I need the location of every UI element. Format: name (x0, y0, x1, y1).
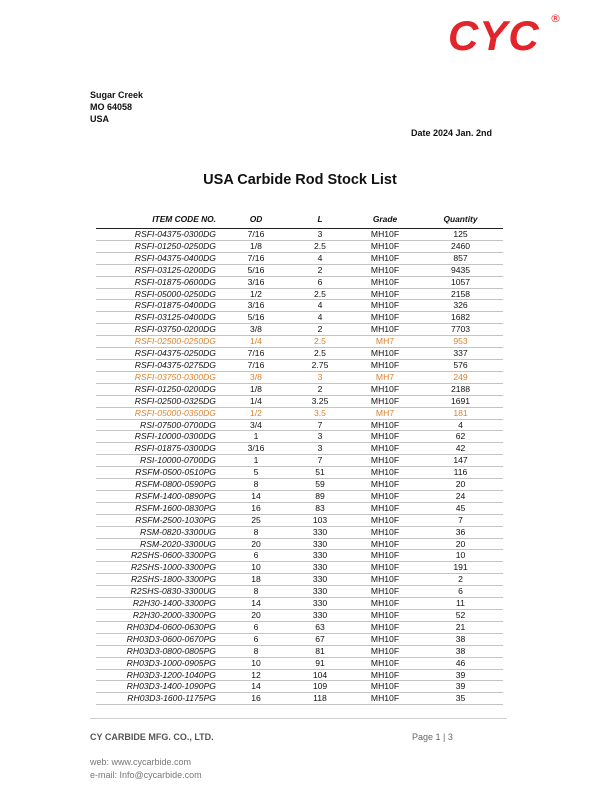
address-line-2: MO 64058 (90, 102, 133, 112)
od-cell: 16 (224, 693, 288, 705)
grade-cell: MH10F (352, 383, 418, 395)
stock-table-body (96, 229, 503, 705)
length-cell: 51 (288, 467, 352, 479)
grade-cell: MH10F (352, 586, 418, 598)
grade-cell: MH10F (352, 610, 418, 622)
item-code-cell: RSFI-01250-0250DG (96, 240, 224, 252)
length-cell: 2.75 (288, 359, 352, 371)
length-cell: 4 (288, 252, 352, 264)
grade-cell: MH10F (352, 550, 418, 562)
table-row (96, 324, 503, 336)
grade-cell: MH10F (352, 229, 418, 241)
od-cell: 7/16 (224, 252, 288, 264)
stock-table (96, 210, 503, 705)
item-code-cell: RH03D3-1600-1175PG (96, 693, 224, 705)
length-cell: 118 (288, 693, 352, 705)
footer-company: CY CARBIDE MFG. CO., LTD. (90, 732, 214, 742)
grade-cell: MH10F (352, 657, 418, 669)
length-cell: 63 (288, 621, 352, 633)
table-row (96, 479, 503, 491)
od-cell: 14 (224, 598, 288, 610)
item-code-cell: RH03D3-1400-1090PG (96, 681, 224, 693)
item-code-cell: RSM-0820-3300UG (96, 526, 224, 538)
quantity-cell: 2188 (418, 383, 503, 395)
grade-cell: MH10F (352, 490, 418, 502)
item-code-cell: RSFI-02500-0325DG (96, 395, 224, 407)
grade-cell: MH10F (352, 502, 418, 514)
od-cell: 10 (224, 657, 288, 669)
od-cell: 5/16 (224, 264, 288, 276)
length-cell: 330 (288, 562, 352, 574)
grade-cell: MH10F (352, 574, 418, 586)
item-code-cell: RSFI-04375-0275DG (96, 359, 224, 371)
item-code-cell: RSFM-1400-0890PG (96, 490, 224, 502)
item-code-cell: RH03D3-1000-0905PG (96, 657, 224, 669)
grade-cell: MH10F (352, 288, 418, 300)
grade-cell: MH10F (352, 455, 418, 467)
item-code-cell: RSFI-01250-0200DG (96, 383, 224, 395)
quantity-cell: 7 (418, 514, 503, 526)
quantity-cell: 2 (418, 574, 503, 586)
item-code-cell: RSI-07500-0700DG (96, 419, 224, 431)
header-quantity: Quantity (443, 213, 478, 224)
length-cell: 2.5 (288, 336, 352, 348)
item-code-cell: RSFI-01875-0400DG (96, 300, 224, 312)
length-cell: 330 (288, 598, 352, 610)
grade-cell: MH10F (352, 621, 418, 633)
od-cell: 8 (224, 526, 288, 538)
item-code-cell: R2SHS-1000-3300PG (96, 562, 224, 574)
quantity-cell: 191 (418, 562, 503, 574)
item-code-cell: R2H30-1400-3300PG (96, 598, 224, 610)
length-cell: 81 (288, 645, 352, 657)
od-cell: 3/16 (224, 443, 288, 455)
cyc-logo: CYC (448, 12, 540, 59)
table-row (96, 371, 503, 383)
table-row (96, 657, 503, 669)
item-code-cell: RSFI-03125-0400DG (96, 312, 224, 324)
grade-cell: MH10F (352, 395, 418, 407)
item-code-cell: RSFI-04375-0300DG (96, 229, 224, 241)
table-row (96, 348, 503, 360)
length-cell: 3 (288, 443, 352, 455)
od-cell: 5 (224, 467, 288, 479)
quantity-cell: 9435 (418, 264, 503, 276)
grade-cell: MH10F (352, 240, 418, 252)
grade-cell: MH10F (352, 359, 418, 371)
quantity-cell: 2460 (418, 240, 503, 252)
quantity-cell: 36 (418, 526, 503, 538)
quantity-cell: 38 (418, 633, 503, 645)
length-cell: 6 (288, 276, 352, 288)
table-row (96, 538, 503, 550)
od-cell: 1 (224, 431, 288, 443)
quantity-cell: 20 (418, 538, 503, 550)
item-code-cell: RSFI-03750-0300DG (96, 371, 224, 383)
quantity-cell: 24 (418, 490, 503, 502)
item-code-cell: RH03D3-1200-1040PG (96, 669, 224, 681)
quantity-cell: 576 (418, 359, 503, 371)
quantity-cell: 1057 (418, 276, 503, 288)
item-code-cell: RSFM-1600-0830PG (96, 502, 224, 514)
od-cell: 1/8 (224, 383, 288, 395)
footer-divider (90, 718, 507, 719)
grade-cell: MH10F (352, 324, 418, 336)
item-code-cell: RSFI-02500-0250DG (96, 336, 224, 348)
quantity-cell: 857 (418, 252, 503, 264)
od-cell: 14 (224, 681, 288, 693)
length-cell: 3 (288, 431, 352, 443)
table-row (96, 526, 503, 538)
grade-cell: MH10F (352, 264, 418, 276)
item-code-cell: RSFM-0800-0590PG (96, 479, 224, 491)
length-cell: 2 (288, 324, 352, 336)
quantity-cell: 181 (418, 407, 503, 419)
quantity-cell: 45 (418, 502, 503, 514)
quantity-cell: 35 (418, 693, 503, 705)
page-title: USA Carbide Rod Stock List (203, 172, 397, 188)
od-cell: 1/2 (224, 407, 288, 419)
od-cell: 3/8 (224, 324, 288, 336)
od-cell: 18 (224, 574, 288, 586)
length-cell: 330 (288, 538, 352, 550)
header-grade: Grade (372, 213, 398, 224)
table-row (96, 681, 503, 693)
table-row (96, 490, 503, 502)
table-row (96, 407, 503, 419)
quantity-cell: 953 (418, 336, 503, 348)
od-cell: 16 (224, 502, 288, 514)
length-cell: 2 (288, 264, 352, 276)
od-cell: 1 (224, 455, 288, 467)
od-cell: 1/2 (224, 288, 288, 300)
grade-cell: MH10F (352, 681, 418, 693)
grade-cell: MH7 (352, 336, 418, 348)
table-row (96, 633, 503, 645)
grade-cell: MH10F (352, 669, 418, 681)
length-cell: 104 (288, 669, 352, 681)
quantity-cell: 116 (418, 467, 503, 479)
item-code-cell: RSI-10000-0700DG (96, 455, 224, 467)
od-cell: 6 (224, 550, 288, 562)
item-code-cell: RSFI-01875-0300DG (96, 443, 224, 455)
length-cell: 2.5 (288, 348, 352, 360)
length-cell: 89 (288, 490, 352, 502)
length-cell: 3.25 (288, 395, 352, 407)
od-cell: 12 (224, 669, 288, 681)
od-cell: 3/8 (224, 371, 288, 383)
quantity-cell: 4 (418, 419, 503, 431)
grade-cell: MH10F (352, 443, 418, 455)
length-cell: 4 (288, 300, 352, 312)
grade-cell: MH10F (352, 514, 418, 526)
length-cell: 3 (288, 371, 352, 383)
grade-cell: MH10F (352, 479, 418, 491)
length-cell: 91 (288, 657, 352, 669)
table-row (96, 550, 503, 562)
length-cell: 3.5 (288, 407, 352, 419)
table-row (96, 383, 503, 395)
quantity-cell: 125 (418, 229, 503, 241)
item-code-cell: R2H30-2000-3300PG (96, 610, 224, 622)
od-cell: 3/16 (224, 300, 288, 312)
od-cell: 8 (224, 479, 288, 491)
item-code-cell: RSFM-0500-0510PG (96, 467, 224, 479)
od-cell: 6 (224, 633, 288, 645)
length-cell: 2 (288, 383, 352, 395)
length-cell: 330 (288, 586, 352, 598)
grade-cell: MH10F (352, 562, 418, 574)
item-code-cell: R2SHS-1800-3300PG (96, 574, 224, 586)
grade-cell: MH10F (352, 431, 418, 443)
length-cell: 330 (288, 550, 352, 562)
grade-cell: MH7 (352, 407, 418, 419)
quantity-cell: 62 (418, 431, 503, 443)
grade-cell: MH10F (352, 633, 418, 645)
footer-contact (90, 756, 202, 782)
address-line-3: USA (90, 114, 110, 124)
quantity-cell: 326 (418, 300, 503, 312)
quantity-cell: 39 (418, 669, 503, 681)
grade-cell: MH10F (352, 645, 418, 657)
table-row (96, 610, 503, 622)
table-row (96, 229, 503, 241)
header-item-code: ITEM CODE NO. (152, 213, 216, 224)
table-row (96, 693, 503, 705)
item-code-cell: RSFI-01875-0600DG (96, 276, 224, 288)
od-cell: 7/16 (224, 359, 288, 371)
quantity-cell: 39 (418, 681, 503, 693)
table-row (96, 419, 503, 431)
od-cell: 7/16 (224, 348, 288, 360)
od-cell: 6 (224, 621, 288, 633)
od-cell: 1/4 (224, 395, 288, 407)
table-row (96, 359, 503, 371)
table-header-row (96, 210, 503, 229)
quantity-cell: 1682 (418, 312, 503, 324)
quantity-cell: 52 (418, 610, 503, 622)
grade-cell: MH10F (352, 693, 418, 705)
length-cell: 103 (288, 514, 352, 526)
table-row (96, 598, 503, 610)
od-cell: 3/16 (224, 276, 288, 288)
address-line-1: Sugar Creek (90, 90, 144, 100)
grade-cell: MH10F (352, 419, 418, 431)
table-row (96, 264, 503, 276)
quantity-cell: 2158 (418, 288, 503, 300)
table-row (96, 502, 503, 514)
grade-cell: MH10F (352, 312, 418, 324)
table-row (96, 455, 503, 467)
table-row (96, 562, 503, 574)
od-cell: 10 (224, 562, 288, 574)
item-code-cell: R2SHS-0830-3300UG (96, 586, 224, 598)
table-row (96, 669, 503, 681)
od-cell: 5/16 (224, 312, 288, 324)
od-cell: 3/4 (224, 419, 288, 431)
footer-email-link[interactable]: e-mail: Info@cycarbide.com (90, 770, 202, 780)
od-cell: 20 (224, 610, 288, 622)
quantity-cell: 147 (418, 455, 503, 467)
quantity-cell: 249 (418, 371, 503, 383)
length-cell: 67 (288, 633, 352, 645)
footer-web-link[interactable]: web: www.cycarbide.com (90, 757, 192, 767)
length-cell: 330 (288, 526, 352, 538)
quantity-cell: 1691 (418, 395, 503, 407)
table-row (96, 240, 503, 252)
grade-cell: MH10F (352, 467, 418, 479)
item-code-cell: RSFI-04375-0400DG (96, 252, 224, 264)
item-code-cell: RSFM-2500-1030PG (96, 514, 224, 526)
quantity-cell: 11 (418, 598, 503, 610)
length-cell: 2.5 (288, 240, 352, 252)
od-cell: 7/16 (224, 229, 288, 241)
length-cell: 2.5 (288, 288, 352, 300)
length-cell: 83 (288, 502, 352, 514)
item-code-cell: RH03D3-0800-0805PG (96, 645, 224, 657)
table-row (96, 395, 503, 407)
header-od: OD (249, 213, 263, 224)
length-cell: 59 (288, 479, 352, 491)
item-code-cell: RSFI-05000-0250DG (96, 288, 224, 300)
table-row (96, 586, 503, 598)
table-row (96, 467, 503, 479)
grade-cell: MH10F (352, 348, 418, 360)
od-cell: 8 (224, 645, 288, 657)
table-row (96, 288, 503, 300)
item-code-cell: RSFI-04375-0250DG (96, 348, 224, 360)
quantity-cell: 38 (418, 645, 503, 657)
registered-mark: ® (550, 12, 561, 25)
address-block (90, 89, 143, 125)
header-length: L (317, 213, 323, 224)
quantity-cell: 6 (418, 586, 503, 598)
od-cell: 20 (224, 538, 288, 550)
item-code-cell: RSFI-03750-0200DG (96, 324, 224, 336)
page-number: Page 1 | 3 (412, 732, 453, 742)
quantity-cell: 21 (418, 621, 503, 633)
item-code-cell: R2SHS-0600-3300PG (96, 550, 224, 562)
table-row (96, 312, 503, 324)
table-row (96, 276, 503, 288)
grade-cell: MH10F (352, 276, 418, 288)
od-cell: 25 (224, 514, 288, 526)
item-code-cell: RSFI-03125-0200DG (96, 264, 224, 276)
quantity-cell: 10 (418, 550, 503, 562)
table-row (96, 336, 503, 348)
length-cell: 7 (288, 455, 352, 467)
length-cell: 109 (288, 681, 352, 693)
quantity-cell: 46 (418, 657, 503, 669)
grade-cell: MH10F (352, 252, 418, 264)
table-row (96, 252, 503, 264)
item-code-cell: RSFI-05000-0350DG (96, 407, 224, 419)
od-cell: 8 (224, 586, 288, 598)
item-code-cell: RH03D4-0600-0630PG (96, 621, 224, 633)
document-date: Date 2024 Jan. 2nd (411, 128, 493, 138)
quantity-cell: 20 (418, 479, 503, 491)
item-code-cell: RH03D3-0600-0670PG (96, 633, 224, 645)
length-cell: 7 (288, 419, 352, 431)
table-row (96, 300, 503, 312)
grade-cell: MH10F (352, 598, 418, 610)
length-cell: 330 (288, 574, 352, 586)
od-cell: 1/8 (224, 240, 288, 252)
length-cell: 330 (288, 610, 352, 622)
table-row (96, 431, 503, 443)
grade-cell: MH10F (352, 300, 418, 312)
item-code-cell: RSM-2020-3300UG (96, 538, 224, 550)
item-code-cell: RSFI-10000-0300DG (96, 431, 224, 443)
grade-cell: MH7 (352, 371, 418, 383)
quantity-cell: 7703 (418, 324, 503, 336)
length-cell: 3 (288, 229, 352, 241)
od-cell: 14 (224, 490, 288, 502)
table-row (96, 574, 503, 586)
table-row (96, 514, 503, 526)
length-cell: 4 (288, 312, 352, 324)
od-cell: 1/4 (224, 336, 288, 348)
quantity-cell: 337 (418, 348, 503, 360)
table-row (96, 443, 503, 455)
table-row (96, 621, 503, 633)
table-row (96, 645, 503, 657)
grade-cell: MH10F (352, 526, 418, 538)
quantity-cell: 42 (418, 443, 503, 455)
grade-cell: MH10F (352, 538, 418, 550)
